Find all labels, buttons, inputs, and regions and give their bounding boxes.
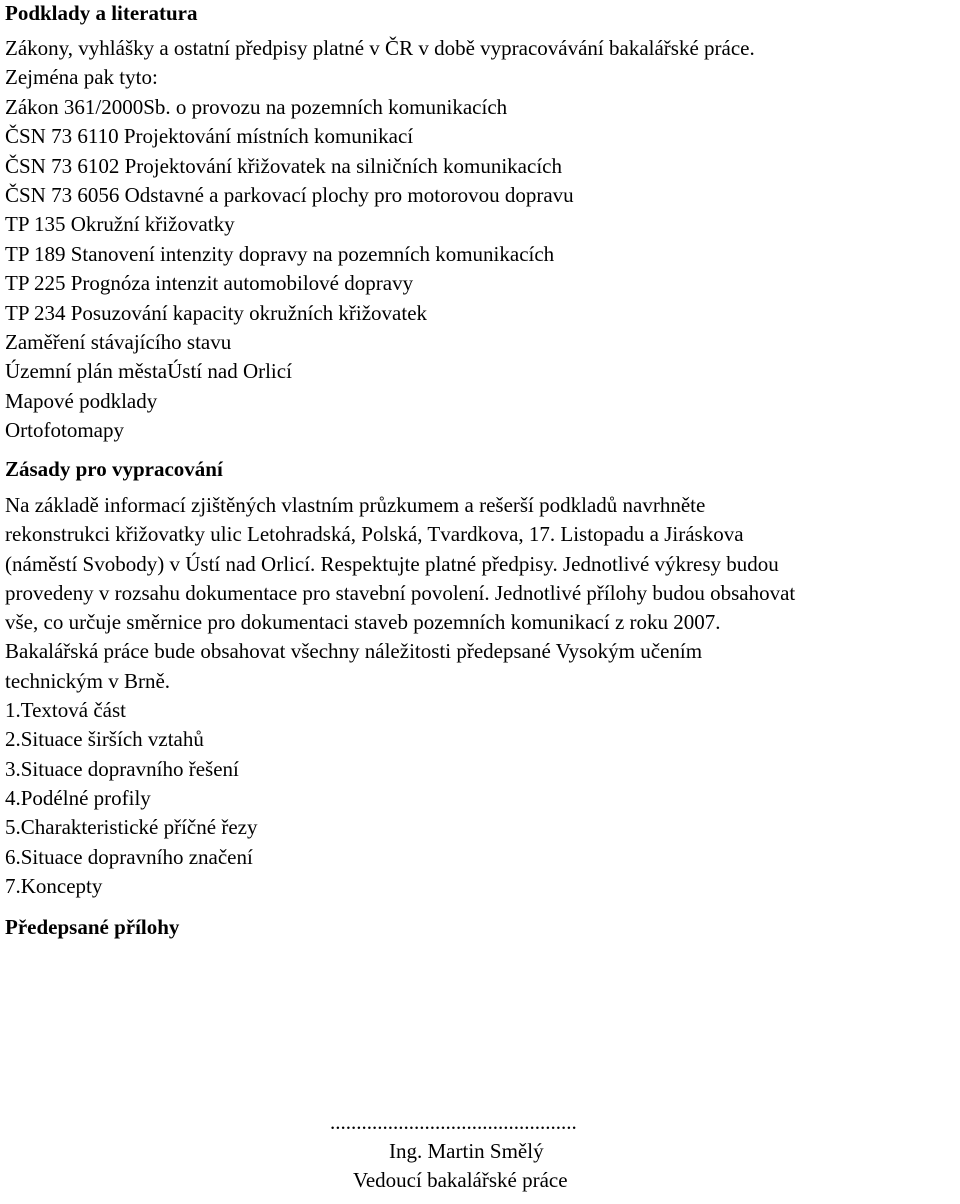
- principles-line: Bakalářská práce bude obsahovat všechny náležitosti předepsané Vysokým učením: [5, 639, 703, 664]
- principles-line: rekonstrukci křižovatky ulic Letohradská, Polská, Tvardkova, 17. Listopadu a Jiráskova: [5, 522, 744, 547]
- literature-line: TP 189 Stanovení intenzity dopravy na pozemních komunikacích: [5, 241, 555, 266]
- principles-list-item: 3.Situace dopravního řešení: [5, 756, 239, 781]
- literature-line: TP 234 Posuzování kapacity okružních křižovatek: [5, 300, 428, 325]
- literature-line: Zejména pak tyto:: [5, 65, 158, 90]
- literature-line: ČSN 73 6102 Projektování křižovatek na silničních komunikacích: [5, 153, 562, 178]
- principles-list-item: 2.Situace širších vztahů: [5, 727, 204, 752]
- literature-line: Mapové podklady: [5, 388, 158, 413]
- signature-block: [330, 1108, 630, 1195]
- principles-list-item: 6.Situace dopravního značení: [5, 844, 253, 869]
- literature-line: Ortofotomapy: [5, 418, 124, 443]
- principles-line: vše, co určuje směrnice pro dokumentaci staveb pozemních komunikací z roku 2007.: [5, 610, 721, 635]
- literature-line: Zákony, vyhlášky a ostatní předpisy platné v ČR v době vypracovávání bakalářské práce.: [5, 36, 755, 60]
- principles-line: provedeny v rozsahu dokumentace pro stavební povolení. Jednotlivé přílohy budou obsahovat: [5, 580, 796, 605]
- literature-line: Územní plán městaÚstí nad Orlicí: [5, 359, 292, 384]
- literature-line: Zákon 361/2000Sb. o provozu na pozemních komunikacích: [5, 94, 508, 119]
- literature-line: TP 135 Okružní křižovatky: [5, 212, 235, 237]
- principles-list-item: 4.Podélné profily: [5, 785, 151, 810]
- literature-heading: Podklady a literatura: [5, 1, 198, 25]
- literature-line: Zaměření stávajícího stavu: [5, 330, 232, 355]
- principles-list-item: 1.Textová část: [5, 698, 126, 723]
- principles-list-item: 7.Koncepty: [5, 873, 103, 898]
- supervisor-role: Vedoucí bakalářské práce: [353, 1168, 568, 1192]
- principles-line: Na základě informací zjištěných vlastním průzkumem a rešerší podkladů navrhněte: [5, 493, 706, 517]
- signature-dotted-line: ...............................................: [330, 1110, 577, 1134]
- supervisor-name: Ing. Martin Smělý: [389, 1139, 544, 1163]
- literature-line: ČSN 73 6110 Projektování místních komunikací: [5, 124, 414, 149]
- attachments-heading: Předepsané přílohy: [5, 915, 180, 939]
- principles-line: (náměstí Svobody) v Ústí nad Orlicí. Respektujte platné předpisy. Jednotlivé výkresy budou: [5, 551, 779, 576]
- principles-list-item: 5.Charakteristické příčné řezy: [5, 815, 258, 840]
- literature-line: TP 225 Prognóza intenzit automobilové dopravy: [5, 271, 414, 296]
- literature-line: ČSN 73 6056 Odstavné a parkovací plochy pro motorovou dopravu: [5, 183, 574, 208]
- literature-list: [5, 34, 755, 446]
- principles-heading: Zásady pro vypracování: [5, 457, 223, 481]
- principles-text: [5, 491, 795, 901]
- principles-line: technickým v Brně.: [5, 668, 171, 693]
